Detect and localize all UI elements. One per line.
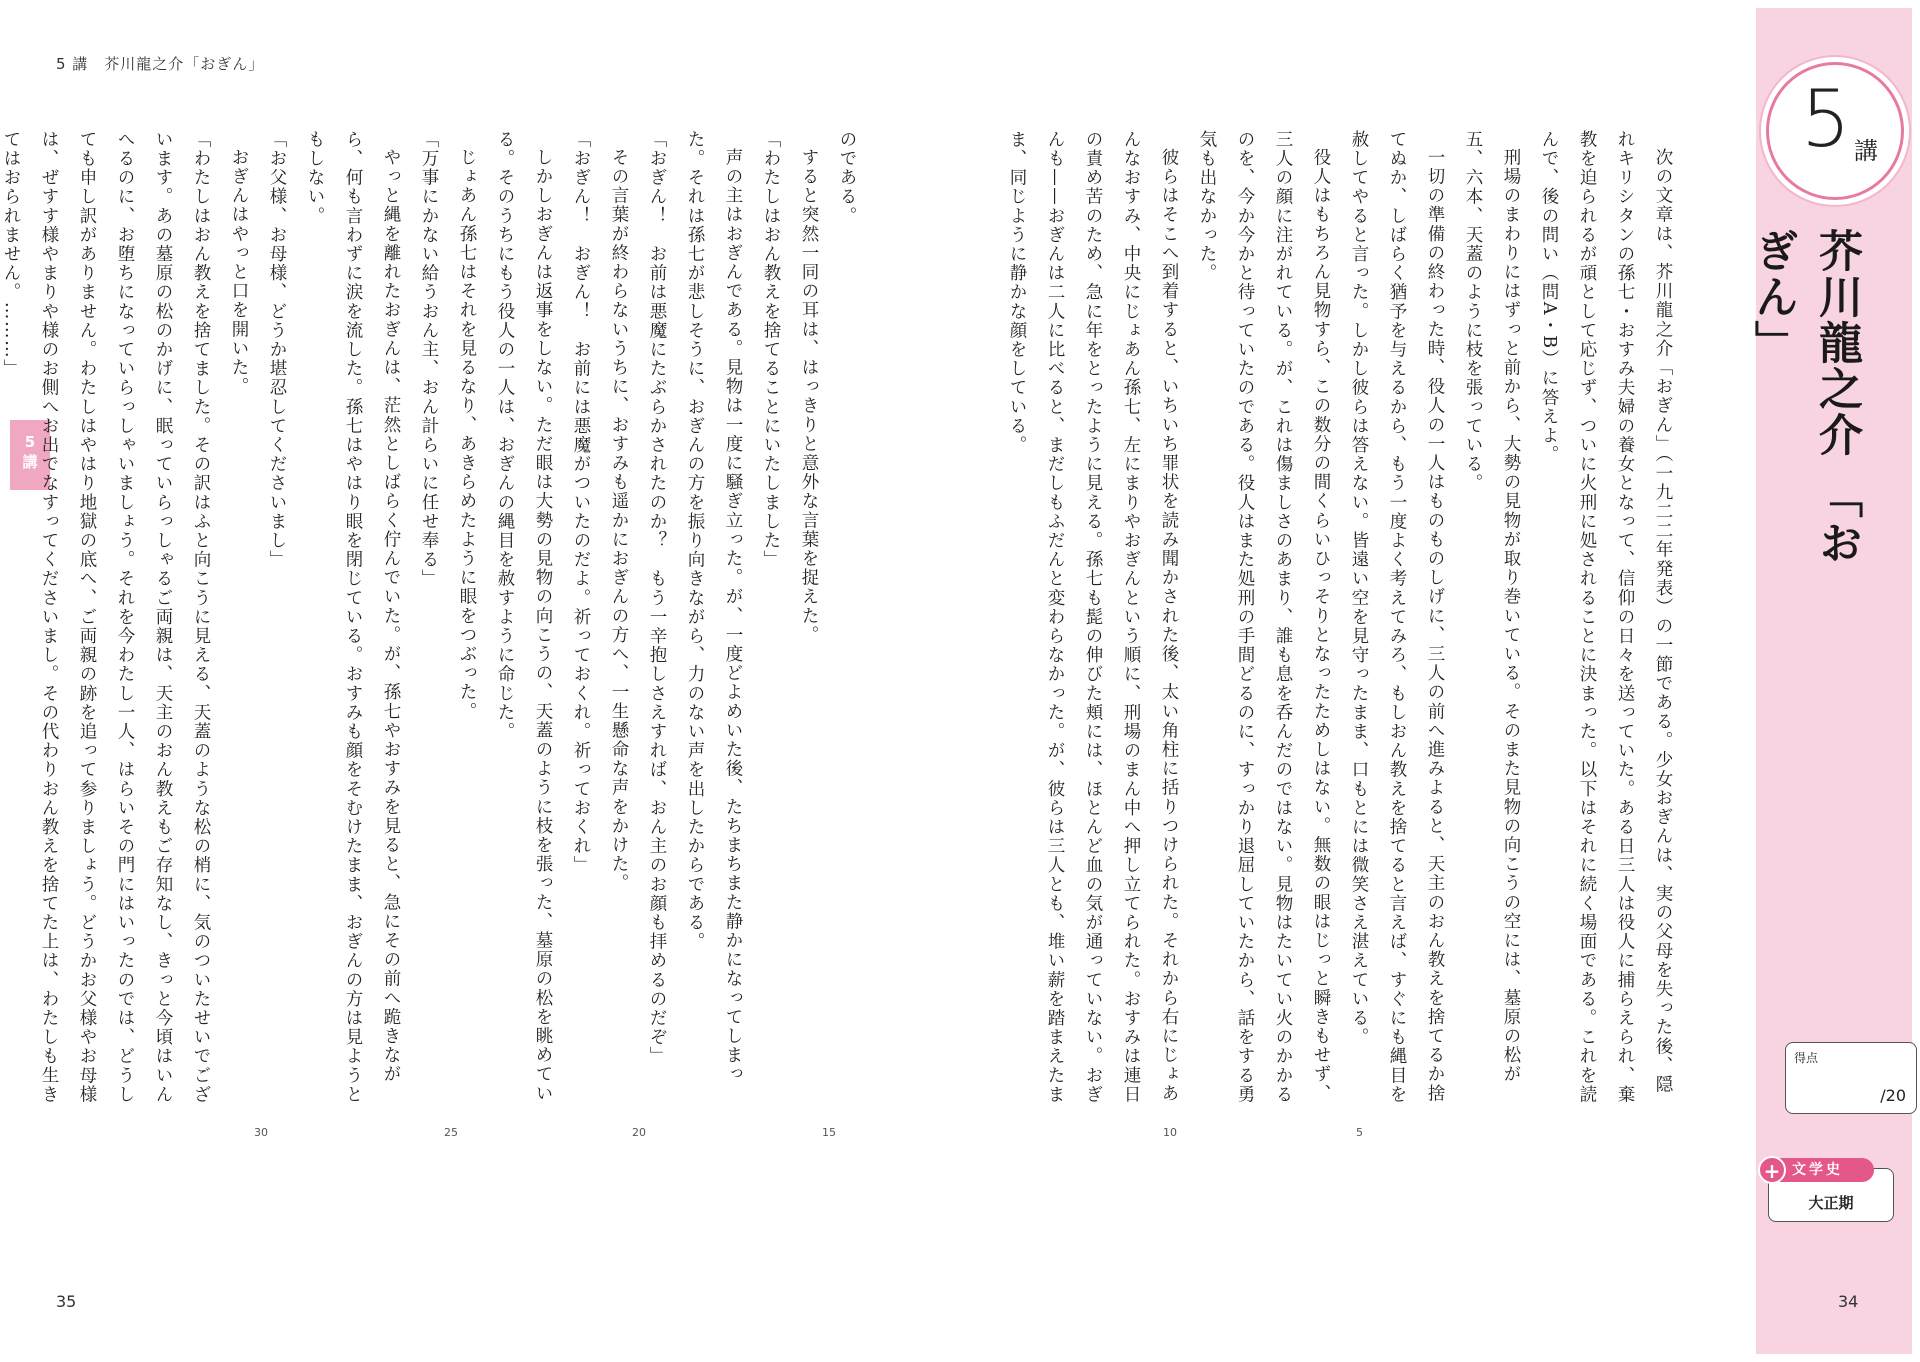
dialog-line: 「わたしはおん教えを捨てることにいたしました」	[761, 130, 781, 570]
title-author: 芥川龍之介	[1811, 228, 1862, 458]
score-label: 得点	[1794, 1051, 1819, 1065]
passage-paragraph: 声の主はおぎんである。見物は一度に騒ぎ立った。が、一度どよめいた後、たちまちまた静かになってしまった。それは孫七が悲しそうに、おぎんの方を振り向きながら、力のない声を出したからである。	[685, 130, 743, 1084]
line-number: 30	[254, 1126, 268, 1139]
passage-paragraph: 役人はもちろん見物すら、この数分の間くらいひっそりとなったためしはない。無数の眼はじっと瞬きもせず、三人の顔に注がれている。が、これは傷ましさのあまり、誰も息を呑んだのではない。見物はたいてい火のかかるのを、今か今かと待っていたのである。役人はまた処刑の手間どるのに、すっかり退屈していたから、話をする勇気も出なかった。	[1197, 130, 1331, 1105]
dialog-line: 「おぎん！ おぎん！ お前には悪魔がついたのだよ。祈っておくれ。祈っておくれ」	[571, 130, 591, 875]
dialog-line: 「万事にかない給うおん主、おん計らいに任せ奉る」	[419, 130, 439, 589]
passage-paragraph: 刑場のまわりにはずっと前から、大勢の見物が取り巻いている。そのまた見物の向こうの空には、墓原の松が五、六本、天蓋のように枝を張っている。	[1463, 130, 1521, 1084]
line-number: 10	[1163, 1126, 1177, 1139]
line-number: 25	[444, 1126, 458, 1139]
dialog-line: 「おぎん！ お前は悪魔にたぶらかされたのか？ もう一辛抱しさえすれば、おん主のお顔も拝めるのだぞ」	[647, 130, 667, 1066]
running-head: 5 講 芥川龍之介「おぎん」	[56, 55, 265, 73]
lesson-number: 5	[1801, 75, 1851, 165]
page-number-left: 35	[56, 1292, 77, 1311]
dialog-line: 「わたしはおん教えを捨てました。その訳はふと向こうに見える、天蓋のような松の梢に、気のついたせいでございます。あの墓原の松のかげに、眠っていらっしゃるご両親は、天主のおん教えもご存知なし、きっと今頃はいんへるのに、お堕ちになっていらっしゃいましょう。それを今わたし一人、はらいその門にはいったのでは、どうしても申し訳がありません。わたしはやはり地獄の底へ、ご両親の跡を追って参りましょう。どうかお父様やお母様は、ぜすす様やまりや様のお側へお出でなすってくださいまし。その代わりおん教えを捨てた上は、わたしも生きてはおられません。………」	[1, 130, 211, 1105]
title-work: 「おぎん」	[1747, 228, 1862, 566]
passage-paragraph: やっと縄を離れたおぎんは、茫然としばらく佇んでいた。が、孫七やおすみを見ると、急にその前へ跪きながら、何も言わずに涙を流した。孫七はやはり眼を閉じている。おすみも顔をそむけたまま、おぎんの方は見ようともしない。	[305, 130, 401, 1105]
plus-icon: +	[1758, 1156, 1786, 1184]
passage-right-page	[1007, 130, 1682, 1110]
literary-history-era: 大正期	[1808, 1194, 1854, 1212]
line-number: 20	[632, 1126, 646, 1139]
side-tab-number: 5	[24, 433, 36, 451]
passage-paragraph: おぎんはやっと口を開いた。	[229, 147, 249, 396]
lesson-unit: 講	[1854, 137, 1878, 165]
line-number: 5	[1356, 1126, 1363, 1139]
passage-paragraph: その言葉が終わらないうちに、おすみも遥かにおぎんの方へ、一生懸命な声をかけた。	[609, 147, 629, 893]
passage-paragraph: 一切の準備の終わった時、役人の一人はものものしげに、三人の前へ進みよると、天主のおん教えを捨てるか捨てぬか、しばらく猶予を与えるから、もう一度よく考えてみろ、もしおん教えを捨てると言えば、すぐにも縄目を赦してやると言った。しかし彼らは答えない。皆遠い空を見守ったまま、口もとには微笑さえ湛えている。	[1349, 130, 1445, 1105]
side-tab-unit: 講	[22, 453, 38, 471]
score-max: /20	[1880, 1086, 1906, 1105]
passage-paragraph: すると突然一同の耳は、はっきりと意外な言葉を捉えた。	[799, 147, 819, 645]
lesson-badge	[1766, 62, 1904, 200]
dialog-line: 「お父様、お母様、どうか堪忍してくださいまし」	[267, 130, 287, 570]
page-number-right: 34	[1838, 1292, 1859, 1311]
passage-left-page	[1, 130, 866, 1110]
passage-paragraph: 彼らはそこへ到着すると、いちいち罪状を読み聞かされた後、太い角柱に括りつけられた。それから右にじょあんなおすみ、中央にじょあん孫七、左にまりやおぎんという順に、刑場のまん中へ押し立てられた。おすみは連日の責め苦のため、急に年をとったように見える。孫七も髭の伸びた頬には、ほとんど血の気が通っていない。おぎんも——おぎんは二人に比べると、まだしもふだんと変わらなかった。が、彼らは三人とも、堆い薪を踏まえたまま、同じように静かな顔をしている。	[1007, 130, 1179, 1105]
score-box	[1785, 1042, 1917, 1114]
intro-paragraph: 次の文章は、芥川龍之介「おぎん」（一九二二年発表）の一節である。少女おぎんは、実の父母を失った後、隠れキリシタンの孫七・おすみ夫婦の養女となって、信仰の日々を送っていた。ある日三人は役人に捕らえられ、棄教を迫られるが頑として応じず、ついに火刑に処されることに決まった。以下はそれに続く場面である。これを読んで、後の問い（問A・B）に答えよ。	[1539, 130, 1673, 1105]
passage-paragraph: しかしおぎんは返事をしない。ただ眼は大勢の見物の向こうの、天蓋のように枝を張った、墓原の松を眺めている。そのうちにもう役人の一人は、おぎんの縄目を赦すように命じた。	[495, 130, 553, 1103]
lesson-sidebar	[1756, 8, 1912, 1354]
line-number: 15	[822, 1126, 836, 1139]
literary-history-tag: 文学史	[1762, 1158, 1874, 1182]
lesson-title	[1747, 228, 1868, 598]
passage-paragraph: じょあん孫七はそれを見るなり、あきらめたように眼をつぶった。	[457, 147, 477, 721]
passage-paragraph: のである。	[837, 130, 857, 226]
